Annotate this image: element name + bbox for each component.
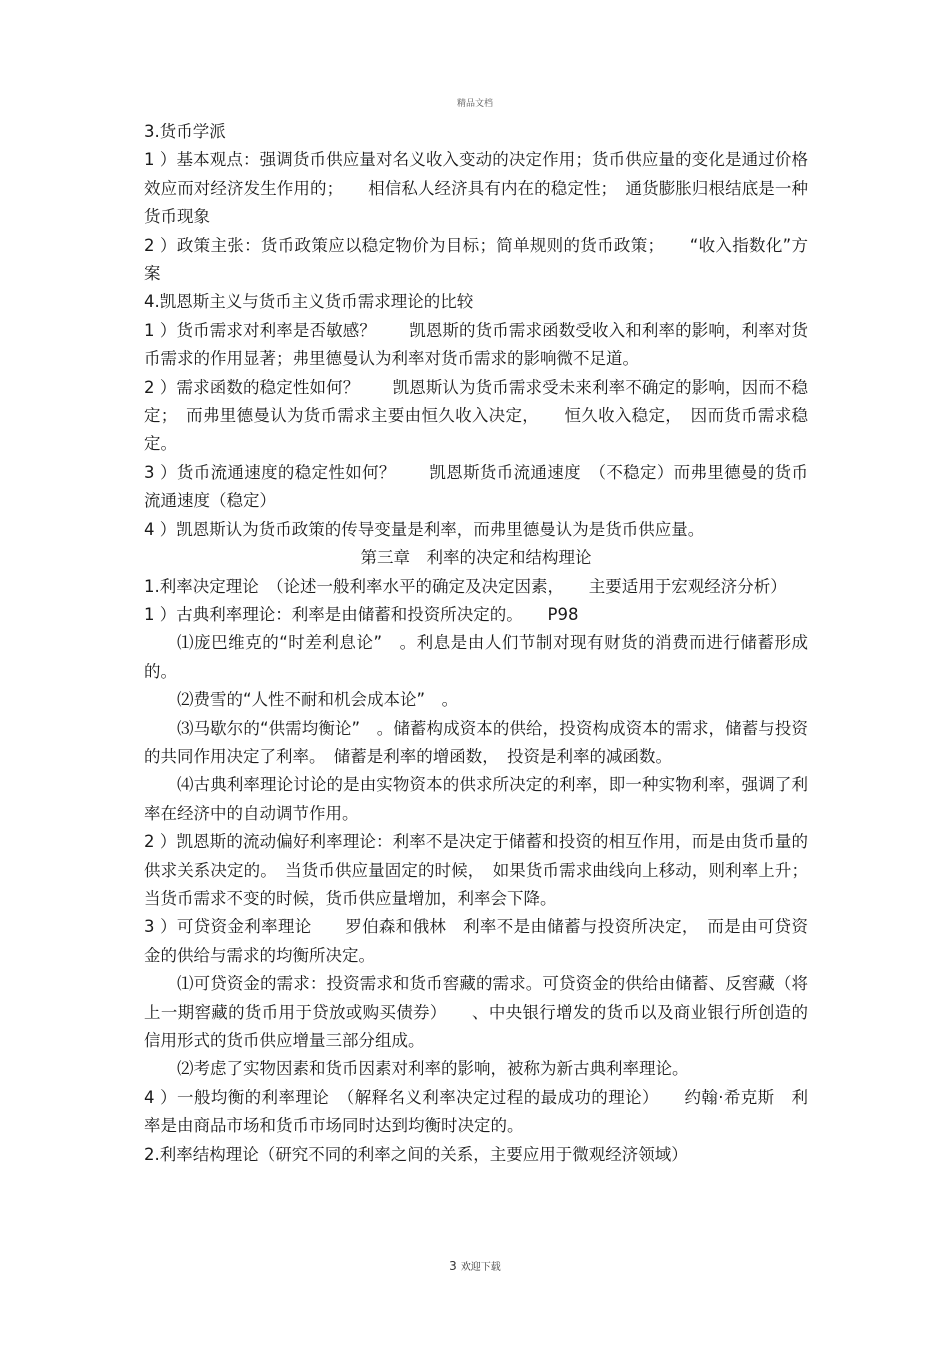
section-heading: 4.凯恩斯主义与货币主义货币需求理论的比较: [144, 292, 474, 312]
paragraph: ⑴可贷资金的需求：投资需求和货币窖藏的需求。可贷资金的供给由储蓄、反窖藏（将上一期窖藏的货币用于贷放或购买债券） 、中央银行增发的货币以及商业银行所创造的信用形式的货币供应增量三部分组成。: [144, 974, 808, 1050]
document-body: [144, 118, 808, 1169]
paragraph: 1 ）货币需求对利率是否敏感？ 凯恩斯的货币需求函数受收入和利率的影响，利率对货币需求的作用显著；弗里德曼认为利率对货币需求的影响微不足道。: [144, 320, 808, 369]
section-heading: 2.利率结构理论（研究不同的利率之间的关系，主要应用于微观经济领域）: [144, 1144, 688, 1164]
paragraph: 1 ）古典利率理论：利率是由储蓄和投资所决定的。 P98: [144, 604, 579, 624]
paragraph: 3 ）可贷资金利率理论 罗伯森和俄林 利率不是由储蓄与投资所决定， 而是由可贷资金的供给与需求的均衡所决定。: [144, 917, 808, 965]
paragraph: 2 ）政策主张：货币政策应以稳定物价为目标；简单规则的货币政策； “收入指数化”方案: [144, 235, 808, 284]
paragraph: ⑴庞巴维克的“时差利息论” 。利息是由人们节制对现有财货的消费而进行储蓄形成的。: [144, 633, 808, 681]
paragraph: 3 ）货币流通速度的稳定性如何？ 凯恩斯货币流通速度 （不稳定）而弗里德曼的货币流通速度（稳定）: [144, 462, 808, 511]
paragraph: ⑵考虑了实物因素和货币因素对利率的影响，被称为新古典利率理论。: [177, 1059, 689, 1079]
paragraph: ⑵费雪的“人性不耐和机会成本论” 。: [177, 690, 459, 710]
page-footer: [0, 1258, 950, 1273]
paragraph: ⑶马歇尔的“供需均衡论” 。储蓄构成资本的供给，投资构成资本的需求，储蓄与投资的共同作用决定了利率。 储蓄是利率的增函数， 投资是利率的减函数。: [144, 718, 808, 766]
paragraph: 1 ）基本观点：强调货币供应量对名义收入变动的决定作用；货币供应量的变化是通过价格效应而对经济发生作用的； 相信私人经济具有内在的稳定性； 通货膨胀归根结底是一种货币现象: [144, 150, 808, 227]
chapter-title: 第三章 利率的决定和结构理论: [360, 548, 592, 568]
section-heading: 1.利率决定理论 （论述一般利率水平的确定及决定因素， 主要适用于宏观经济分析）: [144, 576, 787, 596]
paragraph: 2 ）需求函数的稳定性如何？ 凯恩斯认为货币需求受未来利率不确定的影响，因而不稳定； 而弗里德曼认为货币需求主要由恒久收入决定， 恒久收入稳定， 因而货币需求稳定。: [144, 377, 808, 454]
section-heading: 3.货币学派: [144, 122, 226, 141]
page-header: 精品文档: [456, 99, 493, 109]
paragraph: ⑷古典利率理论讨论的是由实物资本的供求所决定的利率，即一种实物利率，强调了利率在经济中的自动调节作用。: [144, 775, 808, 823]
page-number: 3: [449, 1259, 457, 1273]
paragraph: 4 ）凯恩斯认为货币政策的传导变量是利率，而弗里德曼认为是货币供应量。: [144, 519, 705, 539]
footer-text: 欢迎下载: [460, 1262, 501, 1273]
paragraph: 4 ）一般均衡的利率理论 （解释名义利率决定过程的最成功的理论） 约翰·希克斯 利率是由商品市场和货币市场同时达到均衡时决定的。: [144, 1087, 808, 1136]
paragraph: 2 ）凯恩斯的流动偏好利率理论：利率不是决定于储蓄和投资的相互作用，而是由货币量的供求关系决定的。 当货币供应量固定的时候， 如果货币需求曲线向上移动，则利率上升；当货币需求不变的时候，货币供应量增加，利率会下降。: [144, 832, 808, 908]
